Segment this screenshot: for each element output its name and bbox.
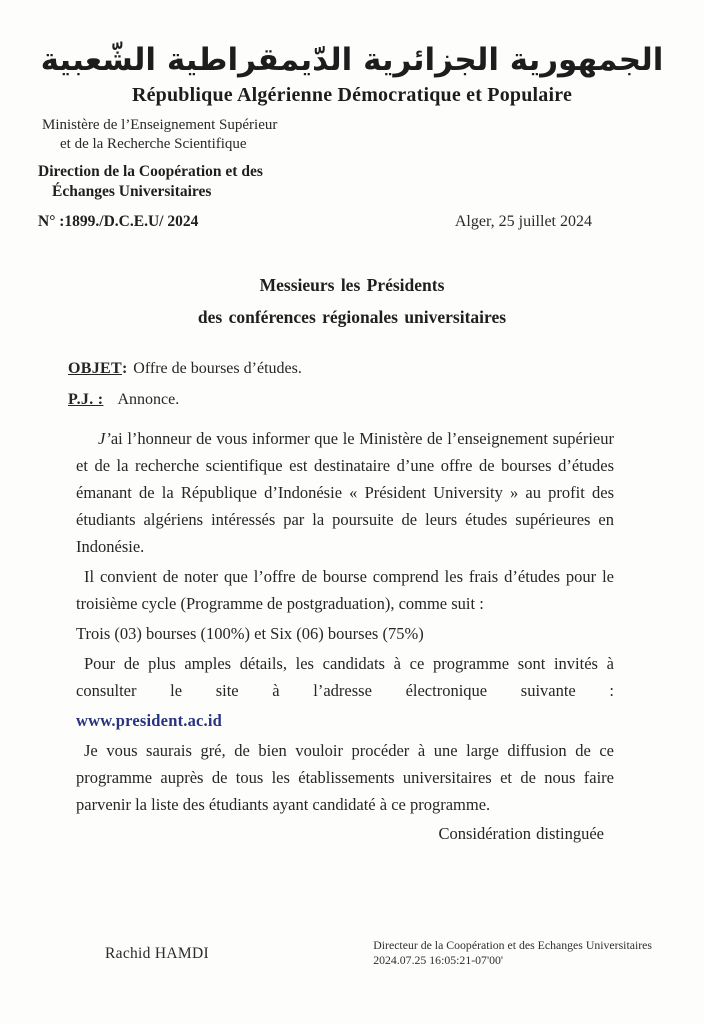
ministry-line1: Ministère de l’Enseignement Supérieur [42,116,278,133]
letterhead [0,0,704,231]
direction-line2: Échanges Universitaires [52,182,212,200]
reference-row [38,213,704,231]
subject-line [68,360,704,378]
ministry-block [42,116,704,154]
letter-body [76,425,614,818]
attachment-label: P.J. : [68,390,104,408]
ministry-line2: et de la Recherche Scientifique [60,135,247,152]
direction-block [38,162,704,201]
addressee-line1: Messieurs les Présidents [259,275,445,296]
subject-text: Offre de bourses d’études. [133,359,302,377]
paragraph-diffusion-request: Je vous saurais gré, de bien vouloir procéder à une large diffusion de ce programme auprès de tous les établissements universitaires et de nous faire parvenir la liste des étudiants ayant candidaté à ce programme. [76,740,614,814]
paragraph-intro: J’ai l’honneur de vous informer que le Ministère de l’enseignement supérieur et de la recherche scientifique est destinataire d’une offre de bourses d’études émanant de la République d’Indonésie « Président University » au profit des étudiants algériens intéressés par la poursuite de leurs études supérieures en Indonésie. [76,428,614,556]
attachment-line [68,391,704,409]
closing-salutation: Considération distinguée [438,823,604,843]
arabic-republic-title: الجمهورية الجزائرية الدّيمقراطية الشّعبية [40,42,664,78]
reference-number: N° :1899./D.C.E.U/ 2024 [38,213,199,231]
paragraph-scholarship-counts: Trois (03) bourses (100%) et Six (06) bourses (75%) [76,623,424,643]
signer-name: Rachid HAMDI [105,945,209,962]
paragraph-website-invite: Pour de plus amples détails, les candidats à ce programme sont invités à consulter le site à l’adresse électronique suivante : [76,653,614,700]
digital-signature-stamp [373,938,652,969]
addressee-block [0,269,704,334]
subject-label: OBJET [68,359,122,377]
subject-separator: : [121,359,128,377]
direction-line1: Direction de la Coopération et des [38,163,263,181]
paragraph-offer-details: Il convient de noter que l’offre de bourse comprend les frais d’études pour le troisième cycle (Programme de postgraduation), comme suit : [76,566,614,613]
signature-timestamp: 2024.07.25 16:05:21-07'00' [373,953,503,968]
website-link[interactable]: www.president.ac.id [76,710,223,730]
addressee-line2: des conférences régionales universitaires [197,307,507,328]
signature-title: Directeur de la Coopération et des Echanges Universitaires [373,938,652,952]
french-republic-title: République Algérienne Démocratique et Populaire [131,83,573,106]
attachment-text: Annonce. [117,390,180,408]
signature-footer [0,938,704,969]
place-and-date: Alger, 25 juillet 2024 [454,213,592,231]
